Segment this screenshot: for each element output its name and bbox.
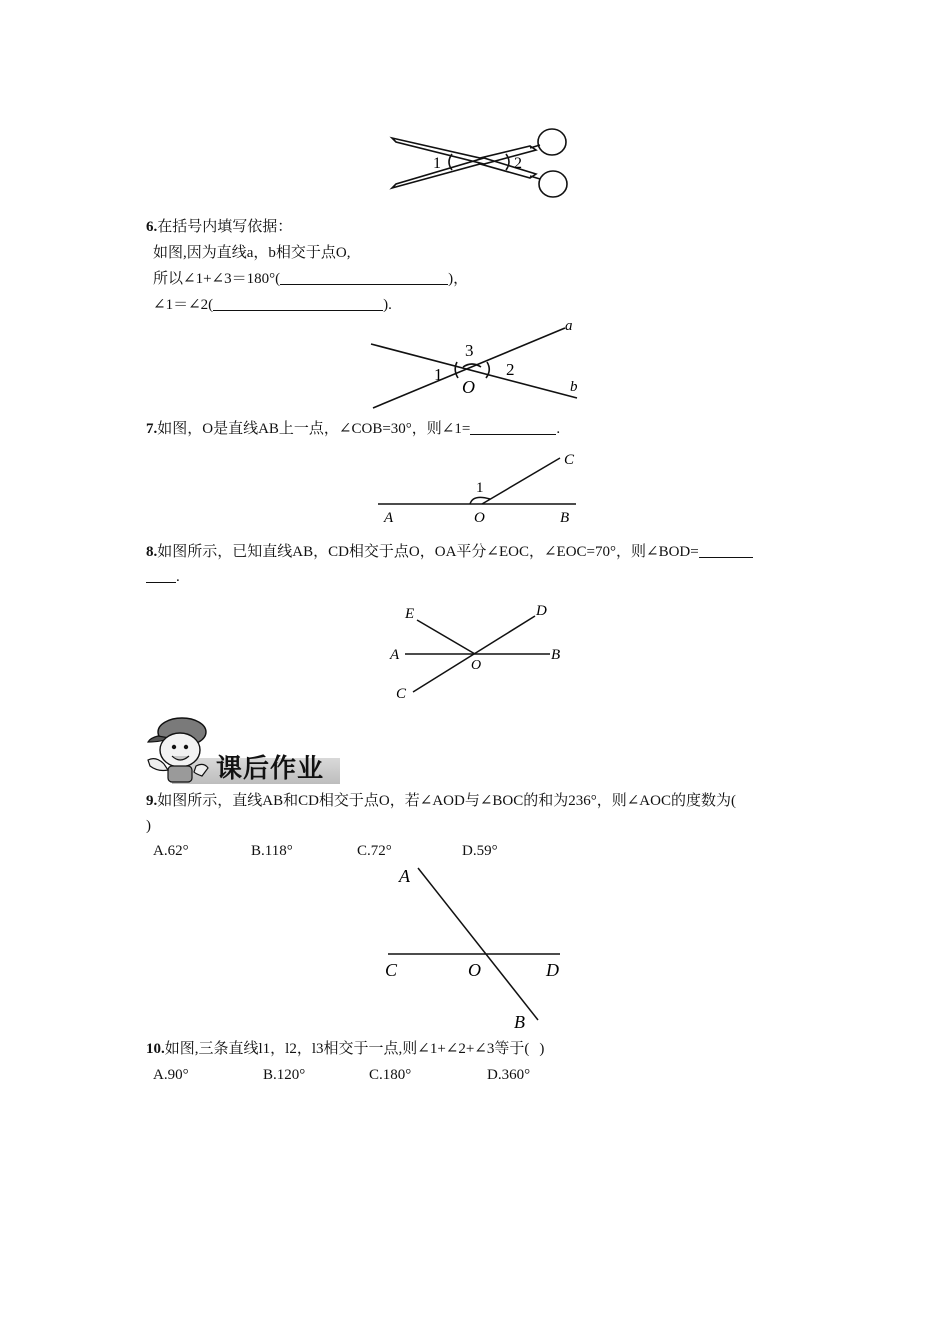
- q6-line2: 所以∠1+∠3＝180°( )，: [153, 271, 469, 287]
- q9-stem: 9.如图所示，直线AB和CD相交于点O，若∠AOD与∠BOC的和为236°，则∠AOC的度数为(: [146, 793, 736, 809]
- label-o: O: [468, 960, 481, 980]
- label-b: B: [551, 647, 561, 663]
- label-a: a: [565, 318, 573, 334]
- label-e: E: [405, 606, 415, 622]
- label-a: A: [384, 510, 394, 526]
- label-o: O: [462, 377, 475, 397]
- label-c: C: [564, 452, 575, 468]
- q8-stem: 8.如图所示，已知直线AB，CD相交于点O，OA平分∠EOC，∠EOC=70°，则∠BOD=: [146, 543, 753, 561]
- q7-blank[interactable]: [470, 420, 556, 435]
- label-b: B: [560, 510, 570, 526]
- label-3: 3: [465, 341, 474, 360]
- q10-option-a[interactable]: A.90°: [153, 1067, 189, 1083]
- q8-blank[interactable]: [699, 543, 753, 558]
- q6-blank-2[interactable]: [213, 296, 383, 311]
- q6-line3: ∠1＝∠2( ).: [153, 297, 392, 313]
- scissors-angle-2: 2: [514, 155, 522, 172]
- q7-stem: 7.如图，O是直线AB上一点，∠COB=30°，则∠1= .: [146, 421, 561, 437]
- q9-figure: [380, 862, 570, 1034]
- q6-stem: 6.在括号内填写依据：: [146, 219, 293, 235]
- homework-banner: [142, 716, 342, 784]
- q9-option-d[interactable]: D.59°: [462, 843, 498, 859]
- label-b: b: [570, 379, 578, 395]
- scissors-figure: [380, 120, 580, 205]
- q10-stem: 10.如图,三条直线l1，l2，l3相交于一点,则∠1+∠2+∠3等于( ): [146, 1041, 545, 1057]
- label-a: A: [390, 647, 400, 663]
- q7-figure: [372, 448, 582, 528]
- q8-figure: [385, 598, 575, 704]
- banner-title: 课后作业: [216, 754, 325, 784]
- q6-line1: 如图,因为直线a，b相交于点O,: [153, 245, 351, 261]
- scissors-angle-1: 1: [433, 155, 441, 172]
- label-c: C: [396, 686, 407, 702]
- label-2: 2: [506, 360, 515, 379]
- cartoon-boy-icon: [142, 716, 216, 784]
- label-o: O: [471, 658, 482, 673]
- label-d: D: [546, 960, 559, 980]
- q10-option-b[interactable]: B.120°: [263, 1067, 306, 1083]
- label-c: C: [385, 960, 398, 980]
- q6-figure: [365, 312, 595, 412]
- label-1: 1: [434, 365, 443, 384]
- q8-line2: .: [146, 568, 180, 586]
- label-a: A: [399, 866, 410, 886]
- label-d: D: [536, 603, 547, 619]
- q9-option-b[interactable]: B.118°: [251, 843, 293, 859]
- q10-option-d[interactable]: D.360°: [487, 1067, 531, 1083]
- label-1: 1: [476, 480, 484, 496]
- q6-blank-1[interactable]: [280, 270, 448, 285]
- label-o: O: [474, 510, 485, 526]
- q9-option-c[interactable]: C.72°: [357, 843, 392, 859]
- label-b: B: [514, 1012, 525, 1032]
- q9-close: ): [146, 818, 151, 834]
- q9-option-a[interactable]: A.62°: [153, 843, 189, 859]
- q10-option-c[interactable]: C.180°: [369, 1067, 412, 1083]
